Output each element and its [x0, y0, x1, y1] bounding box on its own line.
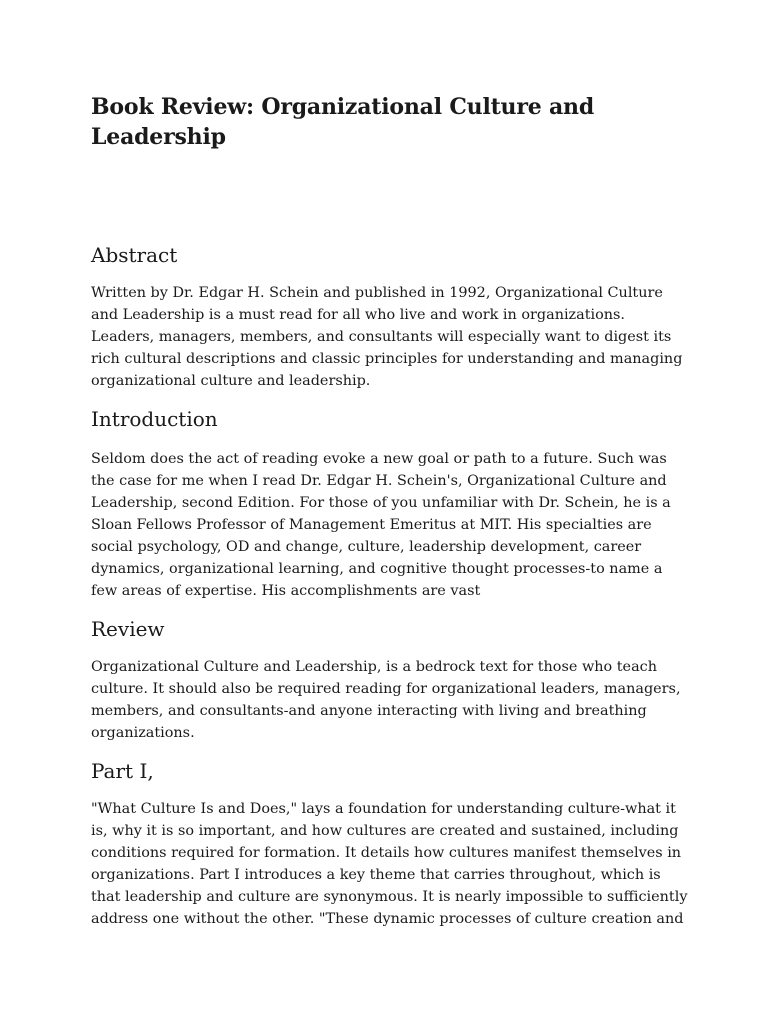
document-title: Book Review: Organizational Culture and Leadership [91, 94, 595, 150]
review-heading: Review [91, 617, 165, 641]
abstract-paragraph: Written by Dr. Edgar H. Schein and published in 1992, Organizational Culture and Leadership is a must read for all who live and work in organizations. Leaders, managers, members, and consultants will especially want to digest its rich cultural descriptions and classic principles for understanding and managing organizational culture and leadership. [91, 285, 683, 389]
document-page [91, 92, 691, 930]
introduction-heading: Introduction [91, 407, 218, 431]
abstract-heading: Abstract [91, 243, 178, 267]
part-one-paragraph: "What Culture Is and Does," lays a foundation for understanding culture-what it is, why it is so important, and how cultures are created and sustained, including conditions required for formation. It details how cultures manifest themselves in organizations. Part I introduces a key theme that carries throughout, which is that leadership and culture are synonymous. It is nearly impossible to sufficiently address one without the other. "These dynamic processes of culture creation and [91, 801, 688, 927]
review-paragraph: Organizational Culture and Leadership, is a bedrock text for those who teach culture. It should also be required reading for organizational leaders, managers, members, and consultants-and anyone interacting with living and breathing organizations. [91, 659, 681, 741]
part-one-heading: Part I, [91, 759, 154, 783]
introduction-paragraph: Seldom does the act of reading evoke a new goal or path to a future. Such was the case for me when I read Dr. Edgar H. Schein's, Organizational Culture and Leadership, second Edition. For those of you unfamiliar with Dr. Schein, he is a Sloan Fellows Professor of Management Emeritus at MIT. His specialties are social psychology, OD and change, culture, leadership development, career dynamics, organizational learning, and cognitive thought processes-to name a few areas of expertise. His accomplishments are vast [91, 451, 671, 599]
